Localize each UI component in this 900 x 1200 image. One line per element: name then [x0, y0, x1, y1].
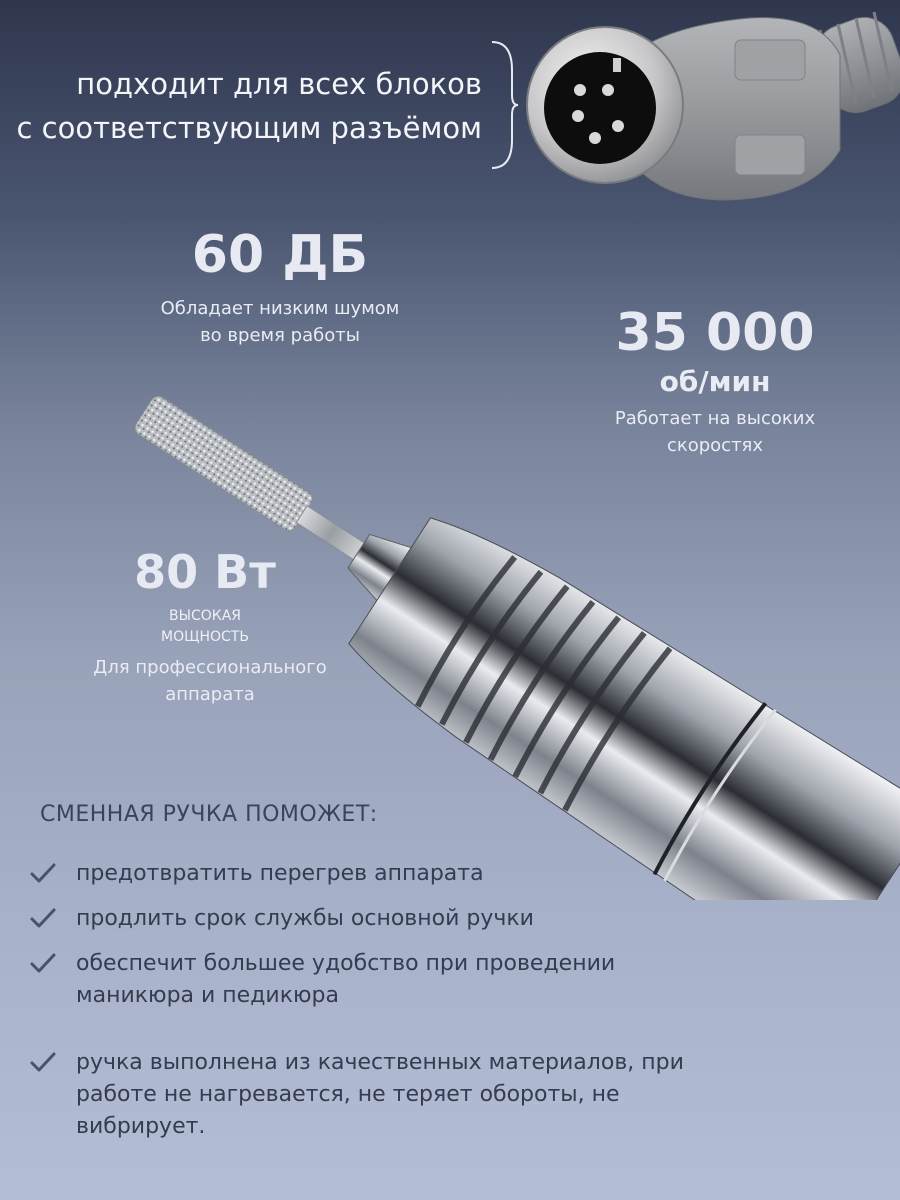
- connector-caption: [12, 62, 482, 150]
- benefit-text-line: продлить срок службы основной ручки: [76, 906, 534, 931]
- benefit-text-line: вибрирует.: [76, 1114, 206, 1139]
- spec-power-value: 80 Вт: [134, 545, 276, 599]
- spec-speed-value: 35 000: [615, 303, 815, 363]
- benefit-text-line: обеспечит большее удобство при проведении: [76, 951, 616, 976]
- benefit-text: [76, 948, 736, 1012]
- spec-power-sub-line1: ВЫСОКАЯ: [169, 608, 241, 624]
- connector-caption-line2: с соответствующим разъёмом: [16, 111, 482, 145]
- check-icon: [30, 907, 56, 929]
- benefit-text: [76, 858, 736, 890]
- spec-speed-text-line2: скоростях: [666, 435, 764, 456]
- spec-noise-text-line2: во время работы: [200, 325, 360, 346]
- spec-speed-text-line1: Работает на высоких: [614, 408, 816, 429]
- check-icon: [30, 952, 56, 974]
- benefit-text-line: работе не нагревается, не теряет обороты, не: [76, 1082, 620, 1107]
- spec-power-text: [60, 654, 360, 708]
- benefits-heading: СМЕННАЯ РУЧКА ПОМОЖЕТ:: [40, 802, 378, 827]
- spec-power-subtitle: [90, 606, 320, 648]
- check-icon: [30, 1051, 56, 1073]
- spec-noise-text: [130, 295, 430, 349]
- din-connector-image: [520, 0, 900, 210]
- benefit-text: [76, 1047, 736, 1143]
- benefit-text-line: предотвратить перегрев аппарата: [76, 861, 484, 886]
- check-icon: [30, 862, 56, 884]
- benefit-text: [76, 903, 736, 935]
- spec-power-text-line2: аппарата: [165, 684, 255, 705]
- spec-speed-text: [585, 405, 845, 459]
- bracket-divider: [490, 40, 520, 170]
- spec-power-text-line1: Для профессионального: [93, 657, 327, 678]
- benefit-text-line: ручка выполнена из качественных материалов, при: [76, 1050, 684, 1075]
- connector-caption-line1: подходит для всех блоков: [76, 67, 482, 101]
- benefit-text-line: маникюра и педикюра: [76, 983, 339, 1008]
- spec-speed-unit: об/мин: [659, 365, 771, 398]
- spec-noise-text-line1: Обладает низким шумом: [160, 298, 400, 319]
- spec-power-sub-line2: МОЩНОСТЬ: [161, 629, 249, 645]
- spec-noise-value: 60 ДБ: [191, 225, 369, 285]
